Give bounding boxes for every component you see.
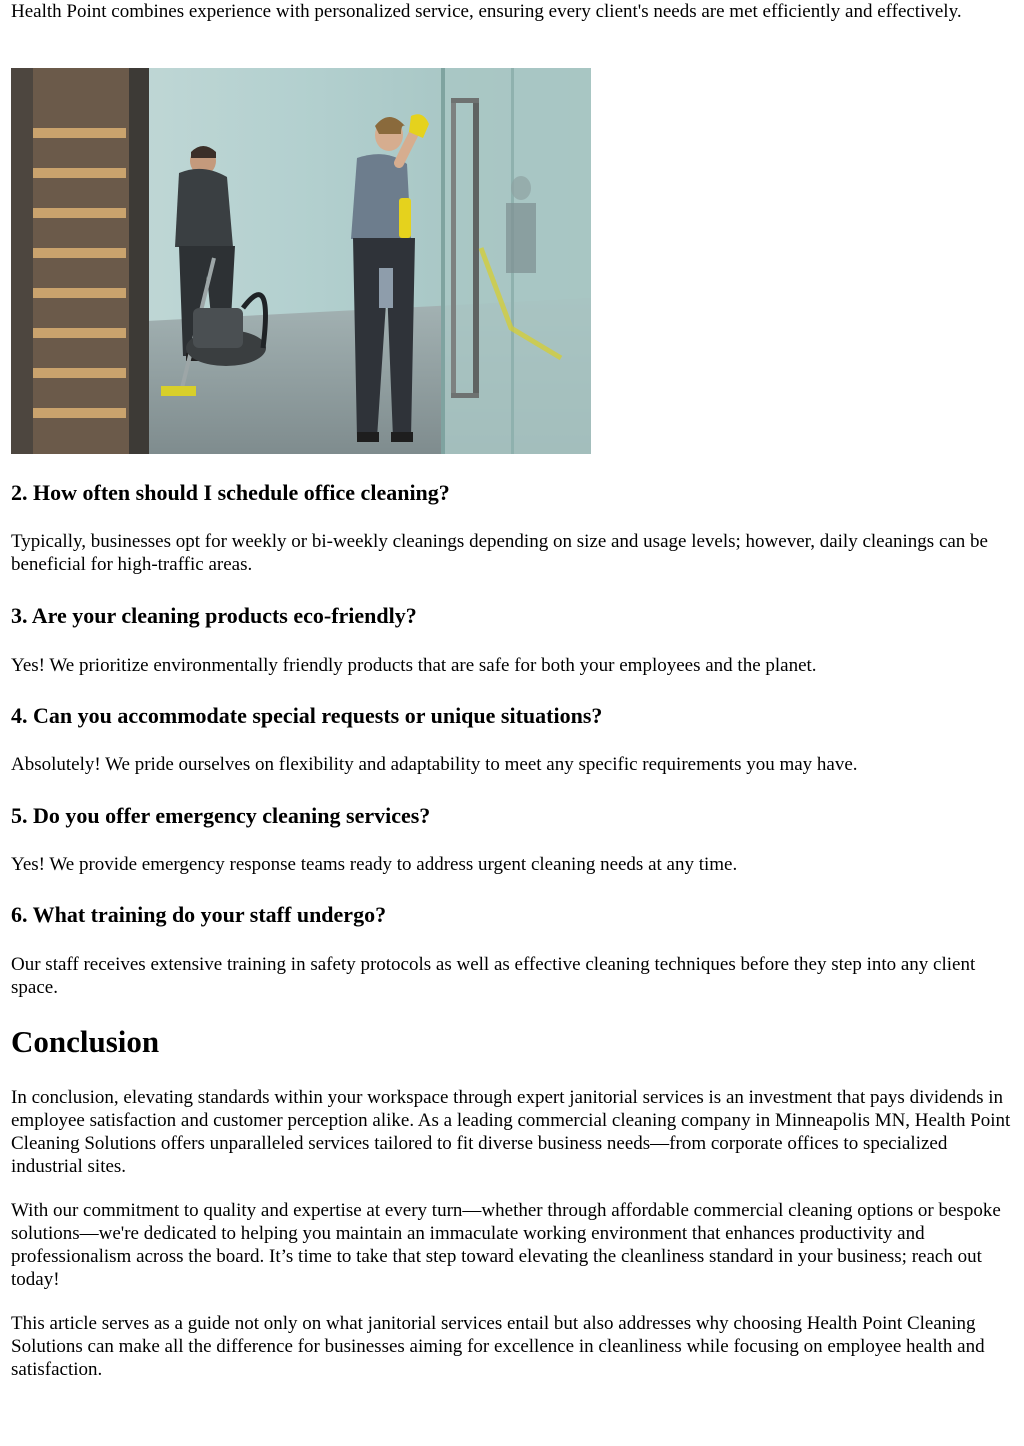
conclusion-paragraph-2: With our commitment to quality and expertise at every turn—whether through affordable commercial cleaning options or bespoke solutions—we're dedicated to helping you maintain an immaculate working environment that enhances productivity and professionalism across the board. It’s time to take that step toward elevating the cleanliness standard in your business; reach out today! (11, 1200, 1001, 1290)
faq-question-3: 3. Are your cleaning products eco-friendly? (11, 603, 417, 628)
conclusion-paragraph-1: In conclusion, elevating standards within your workspace through expert janitorial services is an investment that pays dividends in employee satisfaction and customer perception alike. As a leading commercial cleaning company in Minneapolis MN, Health Point Cleaning Solutions offers unparalleled services tailored to fit diverse business needs—from corporate offices to specialized industrial sites. (11, 1087, 1011, 1177)
faq-answer-4: Absolutely! We pride ourselves on flexibility and adaptability to meet any specific requirements you may have. (11, 754, 858, 775)
cleaning-staff-photo (11, 68, 591, 454)
faq-question-4: 4. Can you accommodate special requests or unique situations? (11, 703, 603, 728)
faq-answer-5: Yes! We provide emergency response teams ready to address urgent cleaning needs at any time. (11, 854, 738, 875)
faq-answer-3: Yes! We prioritize environmentally friendly products that are safe for both your employees and the planet. (11, 655, 817, 676)
faq-answer-2: Typically, businesses opt for weekly or bi-weekly cleanings depending on size and usage levels; however, daily cleanings can be beneficial for high-traffic areas. (11, 531, 988, 575)
conclusion-paragraph-3: This article serves as a guide not only on what janitorial services entail but also addresses why choosing Health Point Cleaning Solutions can make all the difference for businesses aiming for excellence in cleanliness while focusing on employee health and satisfaction. (11, 1313, 985, 1380)
conclusion-heading: Conclusion (11, 1024, 160, 1059)
faq-question-2: 2. How often should I schedule office cleaning? (11, 480, 450, 505)
faq-question-6: 6. What training do your staff undergo? (11, 902, 387, 927)
faq-answer-6: Our staff receives extensive training in safety protocols as well as effective cleaning techniques before they step into any client space. (11, 954, 976, 998)
faq-question-5: 5. Do you offer emergency cleaning services? (11, 803, 431, 828)
intro-paragraph: Health Point combines experience with personalized service, ensuring every client's needs are met efficiently and effectively. (11, 1, 962, 22)
